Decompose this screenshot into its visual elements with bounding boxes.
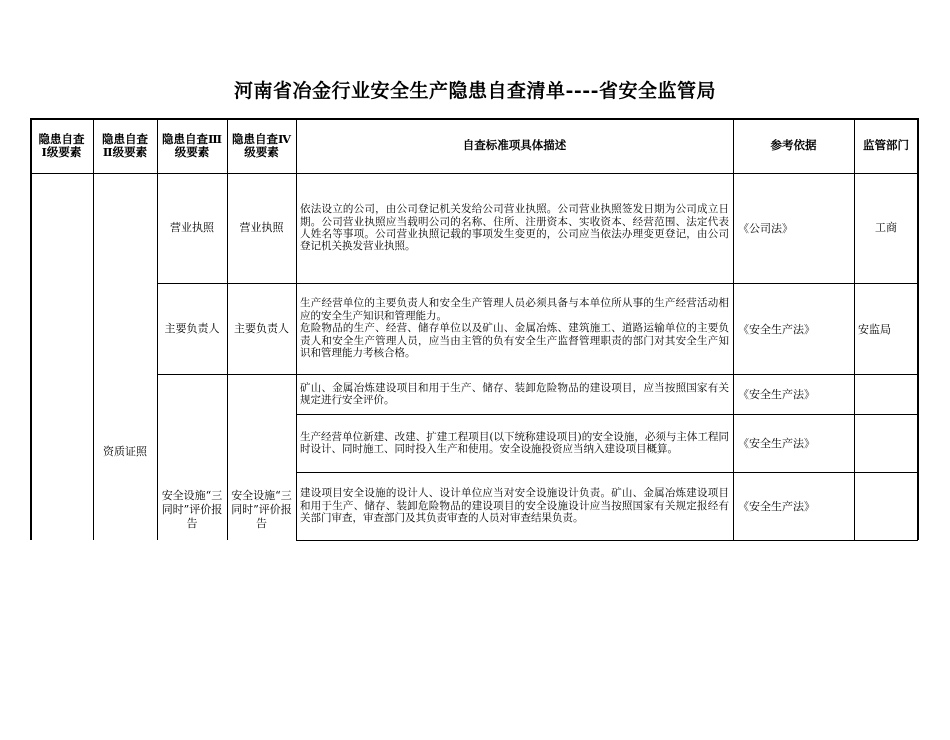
header-basis: 参考依据 [770, 138, 817, 152]
grid-col-2 [157, 118, 158, 540]
row1-description: 依法设立的公司，由公司登记机关发给公司营业执照。公司营业执照签发日期为公司成立日期。公司营业执照应当载明公司的名称、住所、注册资本、实收资本、经营范围、法定代表人姓名等事项。公司营业执照记载的事项发生变更的，公司应当依法办理变更登记，由公司登记机关换发营业执照。 [300, 203, 729, 253]
grid-header-bottom [30, 173, 918, 174]
header-level2: 隐患自查Ⅱ级要素 [102, 131, 148, 159]
row2-level4: 主要负责人 [234, 321, 289, 335]
row3-description: 矿山、金属冶炼建设项目和用于生产、储存、装卸危险物品的建设项目，应当按照国家有关规定进行安全评价。 [300, 381, 729, 406]
grid-col-right [917, 118, 919, 540]
safety-level3: 安全设施“三同时”评价报告 [161, 489, 223, 530]
row2-level3: 主要负责人 [164, 321, 220, 335]
grid-top-border [30, 118, 918, 120]
row4-description: 生产经营单位新建、改建、扩建工程项目(以下统称建设项目)的安全设施，必须与主体工程同时设计、同时施工、同时投入生产和使用。安全设施投资应当纳入建设项目概算。 [300, 430, 729, 455]
row1-level4: 营业执照 [239, 221, 284, 234]
grid-row3-bottom [296, 414, 918, 415]
grid-row4-bottom [296, 472, 918, 473]
header-level4: 隐患自查Ⅳ级要素 [231, 131, 292, 159]
row2-department: 安监局 [858, 322, 891, 336]
grid-row2-bottom [157, 374, 918, 375]
row1-basis: 《公司法》 [738, 222, 793, 235]
page-title: 河南省冶金行业安全生产隐患自查清单----省安全监管局 [233, 80, 717, 102]
row1-department: 工商 [875, 221, 897, 234]
grid-row1-bottom [157, 283, 918, 284]
header-description: 自查标准项具体描述 [462, 138, 567, 152]
grid-col-6 [854, 118, 855, 540]
header-level3: 隐患自查Ⅲ级要素 [162, 131, 223, 159]
grid-col-left [30, 118, 32, 540]
grid-col-1 [93, 118, 94, 540]
grid-col-4 [296, 118, 297, 540]
grid-col-3 [227, 118, 228, 540]
level2-qualification: 资质证照 [103, 445, 147, 458]
grid-row5-bottom [296, 540, 918, 541]
row3-basis: 《安全生产法》 [738, 388, 815, 401]
row5-basis: 《安全生产法》 [738, 500, 815, 513]
row1-level3: 营业执照 [170, 221, 214, 234]
header-level1: 隐患自查Ⅰ级要素 [38, 131, 85, 159]
row2-basis: 《安全生产法》 [738, 322, 815, 336]
row4-basis: 《安全生产法》 [738, 437, 815, 450]
safety-level4: 安全设施“三同时”评价报告 [231, 489, 292, 530]
row5-description: 建设项目安全设施的设计人、设计单位应当对安全设施设计负责。矿山、金属冶炼建设项目和用于生产、储存、装卸危险物品的建设项目的安全设施设计应当按照国家有关规定报经有关部门审查，审查部门及其负责审查的人员对审查结果负责。 [300, 487, 729, 525]
grid-col-5 [733, 118, 734, 540]
header-department: 监管部门 [863, 138, 909, 152]
row2-description: 生产经营单位的主要负责人和安全生产管理人员必须具备与本单位所从事的生产经营活动相应的安全生产知识和管理能力。 危险物品的生产、经营、储存单位以及矿山、金属冶炼、建筑施工、道路运输单位的主要负责人和安全生产管理人员，应当由主管的负有安全生产监督管理职责的部门对其安全生产知识和管理能力考核合格。 [300, 297, 729, 360]
